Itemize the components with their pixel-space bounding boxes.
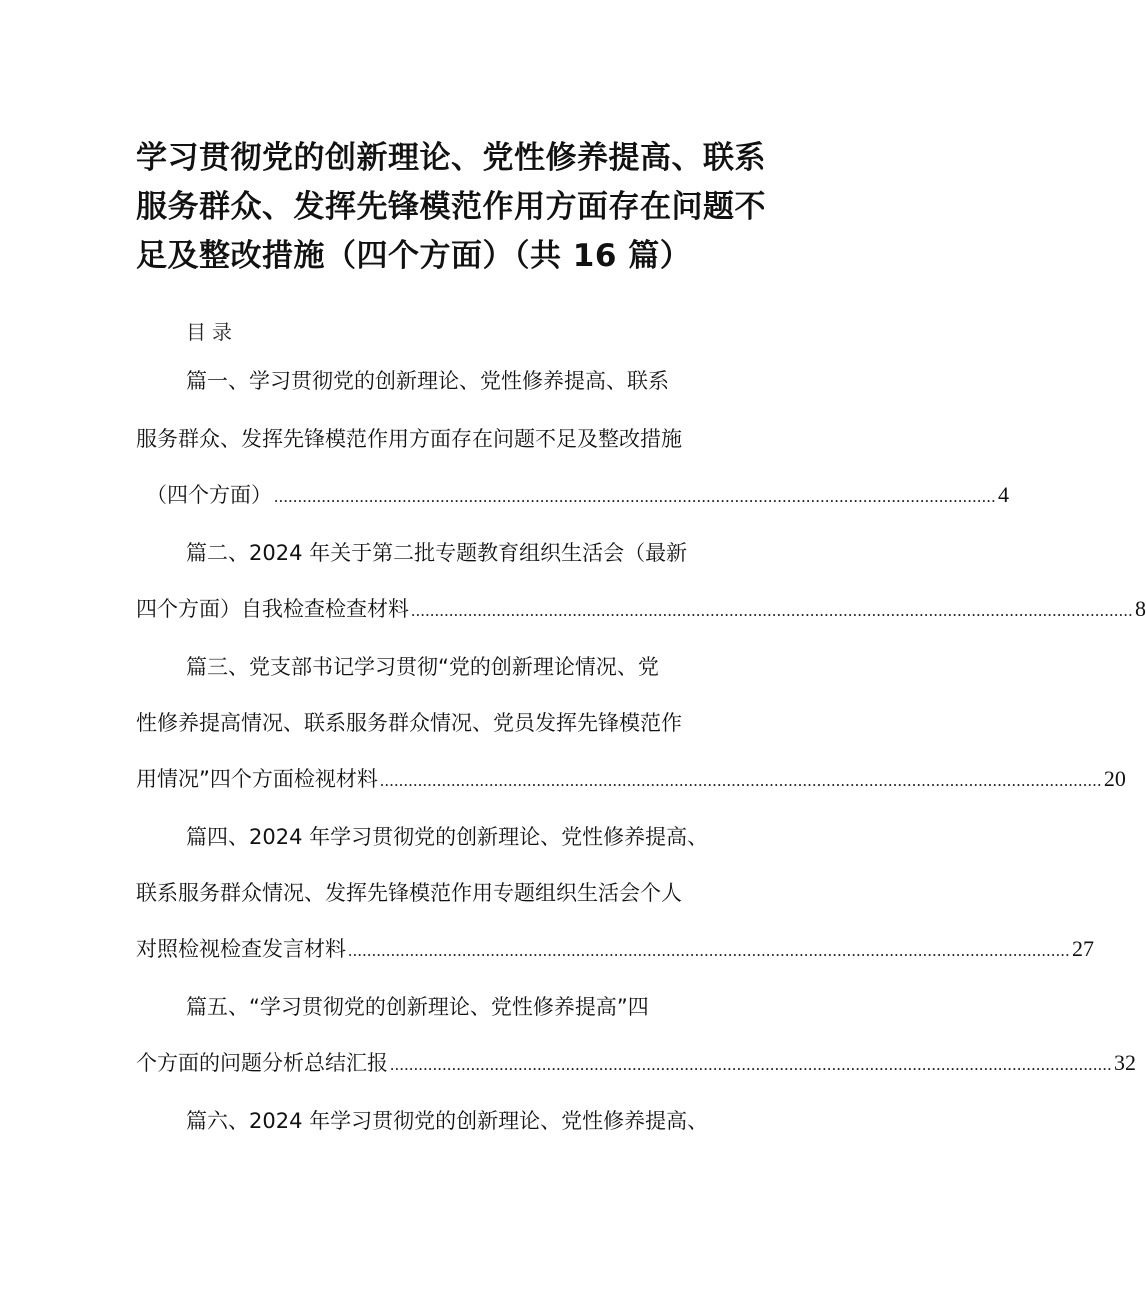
toc-entry-line: 联系服务群众情况、发挥先锋模范作用专题组织生活会个人: [136, 881, 682, 905]
toc-entry-line: 篇六、2024 年学习贯彻党的创新理论、党性修养提高、: [186, 1109, 709, 1133]
toc-entry-line: 篇二、2024 年关于第二批专题教育组织生活会（最新: [186, 541, 688, 565]
toc-entry-line: 服务群众、发挥先锋模范作用方面存在问题不足及整改措施: [136, 427, 682, 451]
page-number: 32: [1114, 1050, 1136, 1075]
document-title: [136, 134, 796, 281]
toc-entry-line: 篇四、2024 年学习贯彻党的创新理论、党性修养提高、: [186, 825, 709, 849]
dot-leader: ........................................................................................................................................................: [348, 941, 1070, 960]
toc-entry-text: （四个方面）: [146, 483, 272, 507]
toc-entry-line: 性修养提高情况、联系服务群众情况、党员发挥先锋模范作: [136, 711, 682, 735]
toc-entry-text: 四个方面）自我检查检查材料: [136, 597, 409, 621]
page-number: 20: [1103, 766, 1126, 791]
toc-entry-line: 篇五、“学习贯彻党的创新理论、党性修养提高”四: [186, 995, 649, 1019]
title-line: 服务群众、发挥先锋模范作用方面存在问题不: [136, 189, 766, 225]
toc-heading: 目录: [186, 320, 238, 344]
toc-entry-4-link[interactable]: [136, 934, 1094, 964]
title-line: 足及整改措施（四个方面）（共 16 篇）: [136, 238, 692, 274]
toc-entry-line: 篇一、学习贯彻党的创新理论、党性修养提高、联系: [186, 369, 669, 393]
page-number: 27: [1072, 936, 1094, 961]
toc-entry-text: 用情况”四个方面检视材料: [136, 767, 378, 791]
page-number: 8: [1135, 596, 1146, 621]
dot-leader: ........................................................................................................................................................: [390, 1055, 1112, 1074]
toc-entry-3-link[interactable]: [136, 764, 1126, 794]
toc-entry-text: 对照检视检查发言材料: [136, 937, 346, 961]
dot-leader: ........................................................................................................................................................: [379, 771, 1102, 790]
title-line: 学习贯彻党的创新理论、党性修养提高、联系: [136, 140, 766, 176]
toc-entry-1-link[interactable]: [146, 480, 1009, 510]
toc-entry-5-link[interactable]: [136, 1048, 1136, 1078]
toc-entry-2-link[interactable]: [136, 594, 1146, 624]
dot-leader: ........................................................................................................................................................: [411, 601, 1133, 620]
toc-entry-text: 个方面的问题分析总结汇报: [136, 1051, 388, 1075]
page-number: 4: [998, 482, 1009, 507]
dot-leader: ........................................................................................................................................................: [274, 487, 996, 506]
toc-entry-line: 篇三、党支部书记学习贯彻“党的创新理论情况、党: [186, 655, 659, 679]
